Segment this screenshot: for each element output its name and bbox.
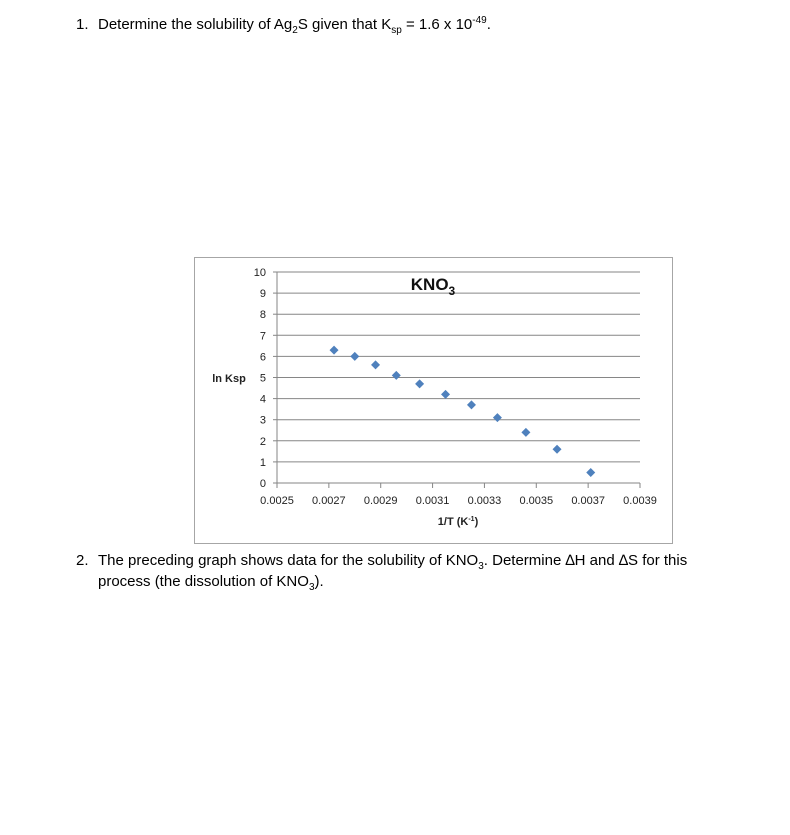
y-tick-label-2: 2 [259, 435, 266, 448]
x-tick-label-0: 0.0025 [260, 495, 294, 507]
data-point-2 [371, 360, 380, 369]
question-1-text-b: S given that K [297, 16, 392, 33]
chart-axes [273, 272, 640, 488]
data-point-6 [467, 400, 476, 409]
question-1-sup-c: -49 [472, 15, 487, 26]
data-point-8 [521, 428, 530, 437]
question-2-text-b: . Determine ∆H and ∆S for this [483, 552, 688, 569]
data-point-1 [350, 352, 359, 361]
question-2-text-a: The preceding graph shows data for the solubility of KNO [98, 552, 479, 569]
question-1-text-a: Determine the solubility of Ag [98, 16, 293, 33]
x-tick-label-3: 0.0031 [415, 495, 450, 507]
data-point-3 [392, 371, 401, 380]
y-tick-label-3: 3 [259, 414, 266, 427]
question-2-continuation [76, 571, 756, 592]
x-tick-label-5: 0.0035 [519, 495, 554, 507]
y-tick-label-4: 4 [259, 393, 266, 406]
question-2-text-c: process (the dissolution of KNO [98, 573, 309, 590]
y-tick-label-5: 5 [259, 372, 266, 385]
question-1-sub-a: 2 [292, 25, 298, 36]
x-axis-title: 1/T $(K^{-1})$ [437, 516, 479, 528]
question-2-sub-c: 3 [308, 582, 315, 593]
y-tick-labels [254, 267, 266, 490]
question-1-sub-b: sp [391, 25, 402, 36]
question-1-number: 1. [76, 16, 89, 33]
data-point-4 [415, 379, 424, 388]
data-point-5 [441, 390, 450, 399]
y-tick-label-10: 10 [253, 267, 266, 279]
y-tick-label-1: 1 [259, 456, 266, 469]
x-tick-label-6: 0.0037 [571, 495, 605, 507]
y-tick-label-8: 8 [259, 309, 266, 322]
y-tick-label-7: 7 [259, 330, 266, 343]
x-tick-label-7: 0.0039 [623, 495, 657, 507]
data-point-0 [330, 346, 339, 355]
question-1-text-c: = 1.6 x 10 [401, 16, 473, 33]
data-point-7 [493, 413, 502, 422]
question-1-text-d: . [486, 16, 491, 33]
y-tick-label-0: 0 [259, 478, 266, 490]
data-point-9 [553, 445, 562, 454]
question-2 [76, 550, 756, 592]
x-tick-label-2: 0.0029 [363, 495, 398, 507]
question-2-sub-a: 3 [478, 561, 484, 572]
question-2-text-d: ). [314, 573, 324, 590]
x-tick-label-4: 0.0033 [467, 495, 502, 507]
data-point-10 [586, 468, 595, 477]
y-axis-title: ln Ksp [212, 373, 246, 385]
y-tick-label-6: 6 [259, 351, 266, 364]
question-2-number: 2. [76, 552, 89, 569]
data-points [330, 346, 596, 477]
x-tick-label-1: 0.0027 [312, 495, 346, 507]
chart-title: $KNO_3$ [410, 275, 456, 298]
y-tick-label-9: 9 [259, 288, 266, 301]
chart-gridlines [277, 272, 640, 462]
x-tick-labels [260, 495, 657, 507]
